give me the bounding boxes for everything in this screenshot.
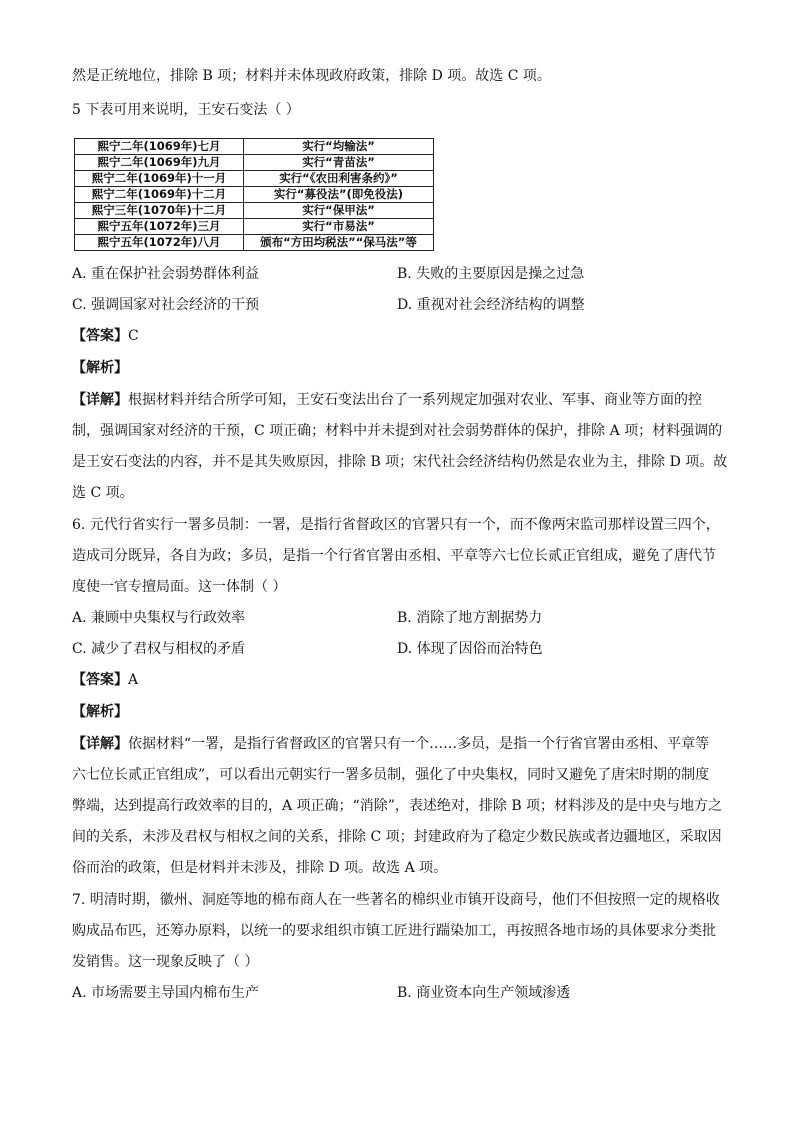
table-cell-policy: 实行“《农田利害条约》” [244, 171, 434, 187]
q5-detail-line: 是王安石变法的内容，并不是其失败原因，排除 B 项；宋代社会经济结构仍然是农业为主，排除 D 项。故 [72, 454, 728, 470]
answer-label: 【答案】 [72, 328, 128, 344]
q5-option-d: D. 重视对社会经济结构的调整 [397, 297, 585, 313]
table-row [75, 155, 434, 171]
table-cell-policy: 实行“均输法” [244, 139, 434, 155]
table-cell-policy: 实行“募役法”(即免役法) [244, 187, 434, 203]
q6-analysis-label: 【解析】 [72, 704, 128, 720]
table-cell-date: 熙宁五年(1072年)八月 [75, 235, 244, 251]
q6-detail-line: 俗而治的政策，但是材料并未涉及，排除 D 项。故选 A 项。 [72, 860, 448, 876]
q6-stem-line: 6. 元代行省实行一署多员制：一署，是指行省督政区的官署只有一个，而不像两宋监司那样设置三四个， [72, 517, 720, 533]
q5-stem: 5 下表可用来说明，王安石变法（ ） [72, 102, 300, 118]
table-cell-date: 熙宁二年(1069年)七月 [75, 139, 244, 155]
q6-detail-line [72, 734, 709, 754]
q6-detail-line: 弊端，达到提高行政效率的目的，A 项正确；“消除”，表述绝对，排除 B 项；材料涉及的是中央与地方之 [72, 798, 723, 814]
q5-detail-line [72, 390, 702, 410]
detail-label: 【详解】 [72, 392, 128, 408]
table-cell-date: 熙宁二年(1069年)九月 [75, 155, 244, 171]
q5-option-a: A. 重在保护社会弱势群体利益 [72, 266, 260, 282]
table-row [75, 235, 434, 251]
q6-answer [72, 670, 138, 690]
q5-detail-line: 选 C 项。 [72, 485, 134, 501]
answer-value: A [128, 672, 139, 688]
table-row [75, 139, 434, 155]
answer-value: C [128, 328, 139, 344]
q5-detail-line: 制，强调国家对经济的干预，C 项正确；材料中并未提到对社会弱势群体的保护，排除 A 项；材料强调的 [72, 423, 723, 439]
table-cell-date: 熙宁二年(1069年)十一月 [75, 171, 244, 187]
table-cell-date: 熙宁五年(1072年)三月 [75, 219, 244, 235]
q6-stem-line: 度使一官专擅局面。这一体制（ ） [72, 579, 287, 595]
detail-label: 【详解】 [72, 736, 128, 752]
q5-option-b: B. 失败的主要原因是操之过急 [397, 266, 585, 282]
q5-answer [72, 326, 139, 346]
q6-option-c: C. 减少了君权与相权的矛盾 [72, 641, 246, 657]
table-cell-policy: 实行“保甲法” [244, 203, 434, 219]
q7-stem-line: 7. 明清时期，徽州、洞庭等地的棉布商人在一些著名的棉织业市镇开设商号，他们不但按照一定的规格收 [72, 892, 720, 908]
table-row [75, 219, 434, 235]
q6-option-d: D. 体现了因俗而治特色 [397, 641, 543, 657]
answer-label: 【答案】 [72, 672, 128, 688]
q7-option-b: B. 商业资本向生产领域渗透 [397, 985, 571, 1001]
detail-text: 依据材料“一署，是指行省督政区的官署只有一个……多员，是指一个行省官署由丞相、平章等 [128, 736, 710, 752]
q6-stem-line: 造成司分既异，各自为政；多员，是指一个行省官署由丞相、平章等六七位长贰正官组成，避免了唐代节 [72, 548, 716, 564]
q6-option-b: B. 消除了地方割据势力 [397, 610, 543, 626]
q6-option-a: A. 兼顾中央集权与行政效率 [72, 610, 246, 626]
table-row [75, 187, 434, 203]
table-cell-policy: 颁布“方田均税法”“保马法”等 [244, 235, 434, 251]
q5-decree-table [74, 138, 434, 251]
q7-stem-line: 购成品布匹，还筹办原料，以统一的要求组织市镇工匠进行踹染加工，再按照各地市场的具体要求分类批 [72, 923, 716, 939]
q6-detail-line: 间的关系，未涉及君权与相权之间的关系，排除 C 项；封建政府为了稳定少数民族或者边疆地区，采取因 [72, 829, 722, 845]
table-cell-policy: 实行“青苗法” [244, 155, 434, 171]
table-cell-date: 熙宁三年(1070年)十二月 [75, 203, 244, 219]
q7-option-a: A. 市场需要主导国内棉布生产 [72, 985, 260, 1001]
q6-detail-line: 六七位长贰正官组成”，可以看出元朝实行一署多员制，强化了中央集权，同时又避免了唐宋时期的制度 [72, 767, 710, 783]
q5-option-c: C. 强调国家对社会经济的干预 [72, 297, 260, 313]
q5-analysis-label: 【解析】 [72, 360, 128, 376]
table-row [75, 203, 434, 219]
table-row [75, 171, 434, 187]
q4-explanation-tail: 然是正统地位，排除 B 项；材料并未体现政府政策，排除 D 项。故选 C 项。 [72, 68, 551, 84]
table-cell-date: 熙宁二年(1069年)十二月 [75, 187, 244, 203]
table-cell-policy: 实行“市易法” [244, 219, 434, 235]
detail-text: 根据材料并结合所学可知，王安石变法出台了一系列规定加强对农业、军事、商业等方面的控 [128, 392, 702, 408]
q7-stem-line: 发销售。这一现象反映了（ ） [72, 954, 259, 970]
